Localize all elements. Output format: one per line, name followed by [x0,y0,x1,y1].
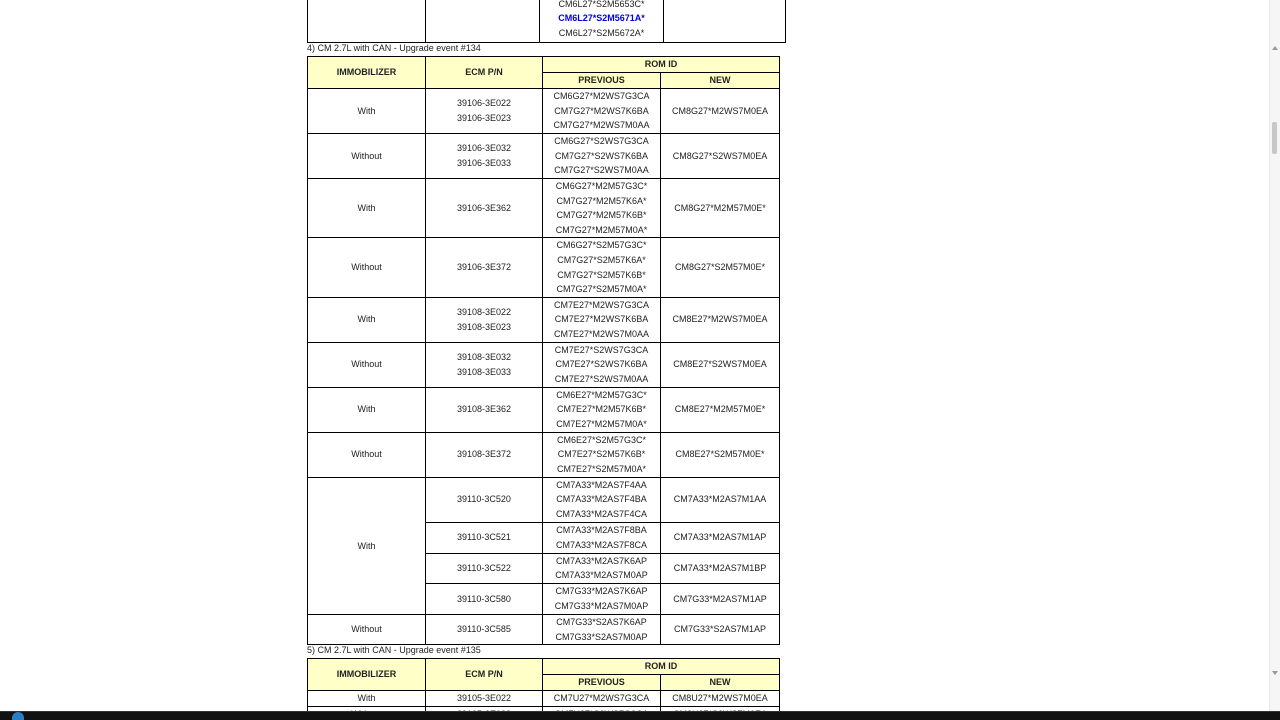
header-previous: PREVIOUS [543,675,661,691]
previous-rom-cell [543,134,661,179]
rom-id-text: CM7A33*M2AS7F4AA [556,479,647,490]
table-cell [664,0,786,43]
rom-id-text: CM7G33*M2AS7M0AP [554,600,649,611]
table-row [308,614,780,644]
rom-id-text: CM7G27*M2WS7M0AA [553,120,650,131]
ecm-pn-text: 39108-3E032 [456,352,512,363]
immobilizer-cell: Without [308,614,426,644]
previous-rom-cell [543,553,661,583]
rom-id-text: CM6E27*M2M57G3C* [556,389,647,400]
rom-id-text: CM7A33*M2AS7F4CA [555,509,648,520]
new-rom-cell: CM7A33*M2AS7M1AA [661,477,780,522]
rom-id-text: CM7E27*M2M57K6B* [556,404,647,415]
ecm-pn-text: 39108-3E033 [456,366,512,377]
ecm-pn-text: 39106-3E032 [456,143,512,154]
previous-rom-cell [543,522,661,553]
table-row [308,432,780,477]
new-rom-cell: CM7G33*M2AS7M1AP [661,583,780,614]
table-row [308,134,780,179]
new-rom-cell: CM7G33*S2AS7M1AP [661,614,780,644]
rom-id-text: CM7A33*M2AS7F4BA [556,494,647,505]
new-rom-cell: CM7A33*M2AS7M1BP [661,553,780,583]
header-new: NEW [661,73,780,89]
rom-id-text: CM7E27*M2WS7M0AA [553,329,650,340]
ecm-pn-text: 39108-3E372 [456,449,512,460]
vertical-scrollbar[interactable] [1269,0,1280,712]
new-rom-cell: CM8G27*S2M57M0E* [661,238,780,297]
ecm-pn-text: 39108-3E022 [456,307,512,318]
previous-rom-cell [543,387,661,432]
immobilizer-cell: With [308,89,426,134]
header-rom-id: ROM ID [543,57,780,73]
previous-rom-cell [543,179,661,238]
ecm-cell [426,297,543,342]
ecm-cell: 39110-3C585 [426,614,543,644]
table-cell [426,0,540,43]
previous-rom-cell [543,583,661,614]
rom-id-text: CM7G27*M2M57M0A* [555,224,648,235]
header-new: NEW [661,675,780,691]
ecm-cell [426,179,543,238]
header-immobilizer: IMMOBILIZER [308,57,426,89]
table-row [308,238,780,297]
ecm-cell [426,387,543,432]
rom-id-text: CM7E27*M2M57M0A* [556,419,647,430]
new-rom-cell: CM7A33*M2AS7M1AP [661,522,780,553]
ecm-cell: 39110-3C580 [426,583,543,614]
immobilizer-cell: With [308,387,426,432]
ecm-cell: 39110-3C522 [426,553,543,583]
rom-id-text: CM7E27*S2WS7M0AA [554,374,649,385]
ecm-cell [426,432,543,477]
previous-rom-cell: CM7U27*M2WS7G3CA [543,691,661,707]
header-rom-id: ROM ID [543,659,780,675]
header-ecm-pn: ECM P/N [426,659,543,691]
ecm-pn-text: 39106-3E022 [456,98,512,109]
ecm-cell [426,238,543,297]
previous-rom-cell [543,238,661,297]
immobilizer-cell: With [308,691,426,707]
header-previous: PREVIOUS [543,73,661,89]
rom-id-text: CM7G27*M2M57K6B* [556,210,647,221]
previous-section-table [307,0,786,43]
ecm-cell: 39110-3C520 [426,477,543,522]
new-rom-cell: CM8G27*M2WS7M0EA [661,89,780,134]
ecm-pn-text: 39108-3E362 [456,404,512,415]
scroll-down-arrow-icon[interactable] [1272,671,1278,675]
previous-rom-cell [543,342,661,387]
header-ecm-pn: ECM P/N [426,57,543,89]
immobilizer-cell: Without [308,134,426,179]
ecm-cell [426,89,543,134]
rom-id-text: CM7A33*M2AS7M0AP [555,570,648,581]
immobilizer-cell: With [308,179,426,238]
rom-id-text: CM7G27*S2M57M0A* [556,284,647,295]
rom-id-text: CM6L27*S2M5653C* [558,0,645,9]
rom-id-text: CM7E27*S2M57K6B* [557,449,646,460]
new-rom-cell: CM8G27*M2M57M0E* [661,179,780,238]
rom-id-text: CM6G27*M2M57G3C* [555,181,648,191]
immobilizer-cell: Without [308,238,426,297]
table-row [308,342,780,387]
rom-id-text: CM7G27*M2M57K6A* [556,195,647,206]
new-rom-cell: CM8E27*M2WS7M0EA [661,297,780,342]
rom-id-text: CM7E27*S2WS7K6BA [555,359,648,370]
section-4-caption: 4) CM 2.7L with CAN - Upgrade event #134 [307,43,481,53]
ecm-cell: 39105-3E022 [426,691,543,707]
ecm-pn-text: 39106-3E372 [456,262,512,273]
scroll-up-arrow-icon[interactable] [1272,46,1278,50]
table-row [308,691,780,707]
previous-rom-cell [543,432,661,477]
ecm-pn-text: 39106-3E362 [456,202,512,213]
table-row [308,477,780,522]
table-row [308,89,780,134]
new-rom-cell: CM8U27*M2WS7M0EA [661,691,780,707]
rom-id-text: CM7A33*M2AS7F8CA [555,539,648,550]
table-row [308,179,780,238]
ecm-pn-text: 39106-3E033 [456,158,512,168]
new-rom-cell: CM8E27*S2WS7M0EA [661,342,780,387]
rom-id-text: CM7G33*S2AS7M0AP [555,631,648,642]
scroll-thumb[interactable] [1272,122,1277,154]
rom-id-text: CM7G27*M2WS7K6BA [554,105,649,116]
rom-id-text: CM6L27*S2M5672A* [558,27,645,38]
rom-id-text: CM7A33*M2AS7F8BA [556,525,647,536]
rom-id-text-highlighted: CM6L27*S2M5671A* [558,13,645,24]
rom-id-text: CM6G27*M2WS7G3CA [553,91,650,102]
rom-id-text: CM7G27*S2WS7K6BA [554,150,649,161]
rom-id-text: CM7G27*S2WS7M0AA [554,165,649,176]
rom-id-text: CM6E27*S2M57G3C* [556,434,647,445]
new-rom-cell: CM8G27*S2WS7M0EA [661,134,780,179]
rom-id-text: CM7E27*S2M57M0A* [556,464,647,475]
table-row [308,297,780,342]
previous-rom-cell [540,0,664,43]
ecm-pn-text: 39108-3E023 [456,321,512,332]
table-cell [308,0,426,43]
previous-rom-cell [543,297,661,342]
ecm-cell: 39110-3C521 [426,522,543,553]
previous-rom-cell [543,477,661,522]
rom-id-text: CM7E27*M2WS7K6BA [554,314,649,325]
table-row [308,387,780,432]
immobilizer-cell: Without [308,432,426,477]
previous-rom-cell [543,614,661,644]
new-rom-cell: CM8E27*M2M57M0E* [661,387,780,432]
rom-id-text: CM7G27*S2M57K6B* [557,269,646,280]
header-immobilizer: IMMOBILIZER [308,659,426,691]
ecm-cell [426,134,543,179]
new-rom-cell: CM8E27*S2M57M0E* [661,432,780,477]
rom-id-text: CM7E27*S2WS7G3CA [554,344,649,355]
start-button-icon[interactable] [12,712,24,720]
rom-id-text: CM6G27*S2WS7G3CA [554,136,649,147]
immobilizer-cell: With [308,477,426,614]
immobilizer-cell: With [308,297,426,342]
rom-id-text: CM7G33*M2AS7K6AP [555,586,648,597]
rom-id-text: CM6G27*S2M57G3C* [556,240,647,251]
previous-rom-cell [543,89,661,134]
section-5-caption: 5) CM 2.7L with CAN - Upgrade event #135 [307,645,481,655]
rom-id-text: CM7A33*M2AS7K6AP [555,555,648,566]
rom-id-text: CM7G33*S2AS7K6AP [556,616,647,627]
rom-id-text: CM7E27*M2WS7G3CA [553,299,650,310]
immobilizer-cell: Without [308,342,426,387]
ecm-cell [426,342,543,387]
section-4-table [307,56,780,645]
taskbar [0,711,1280,720]
ecm-pn-text: 39106-3E023 [456,113,512,123]
rom-id-text: CM7G27*S2M57K6A* [557,254,646,265]
